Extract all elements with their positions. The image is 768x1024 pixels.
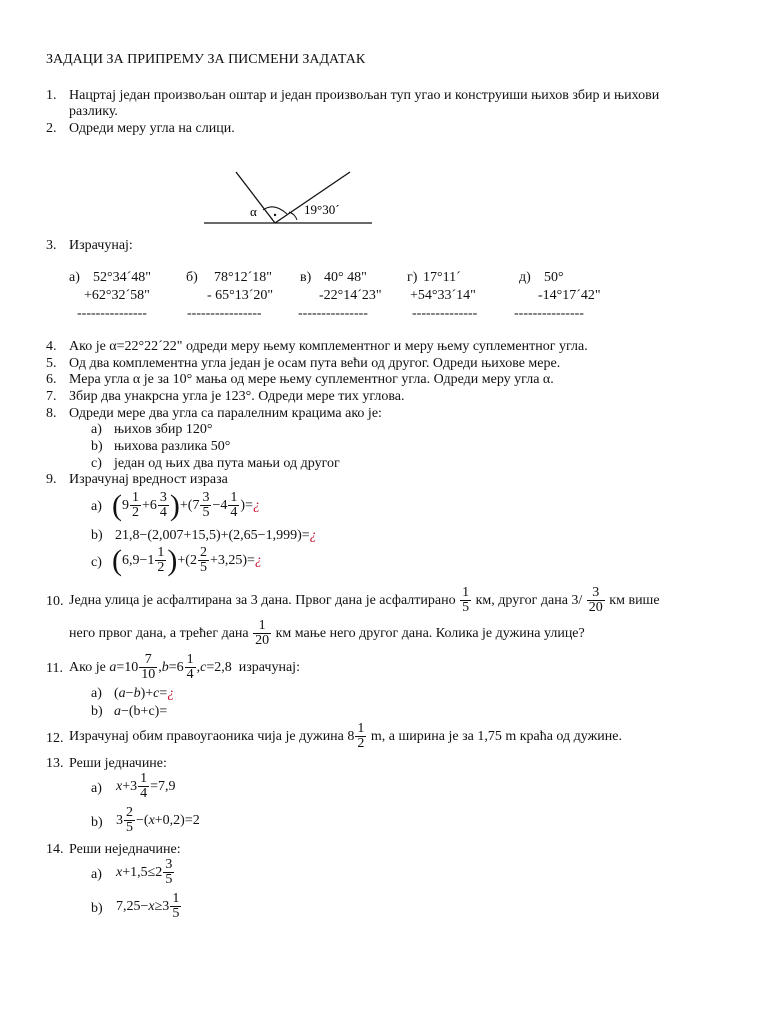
t8-c-label: c) — [91, 456, 102, 471]
task-8-number: 8. — [46, 406, 57, 421]
worksheet-title: ЗАДАЦИ ЗА ПРИПРЕМУ ЗА ПИСМЕНИ ЗАДАТАК — [46, 52, 366, 67]
t3-a-label: а) — [69, 270, 80, 285]
task-14-number: 14. — [46, 842, 64, 857]
t8-a-label: a) — [91, 422, 102, 437]
t9-a-expression: (9 $\frac{1}{2}$ +6 $\frac{3}{4}$ )+(7 $\frac{3}{5}$ −4 $\frac{1}{4}$ )=¿ — [112, 488, 260, 522]
task-13-text: Реши једначине: — [69, 756, 167, 771]
task-11-number: 11. — [46, 661, 63, 676]
task-4-text: Ако је α=22°22´22" одреди меру њему комплементног и меру њему суплементног угла. — [69, 339, 588, 354]
t3-c-bottom: -22°14´23" — [319, 288, 382, 303]
figure-alpha-label: α — [250, 204, 257, 219]
t3-e-rule: --------------- — [514, 306, 584, 321]
task-10-line1: Једна улица је асфалтирана за 3 дана. Првог дана је асфалтирано $\frac{1}{5}$ км, другог дана 3/ $\frac{3}{20}$ км више — [69, 585, 660, 616]
task-1-text-line1: Нацртај један произвољан оштар и један произвољан туп угао и конструиши њихов збир и њихови — [69, 88, 660, 103]
t3-a-rule: --------------- — [77, 306, 147, 321]
task-1-number: 1. — [46, 88, 57, 103]
t13-b-label: b) — [91, 815, 103, 830]
task-12-number: 12. — [46, 731, 64, 746]
task-1-text-line2: разлику. — [69, 104, 118, 119]
t9-c-label: c) — [91, 555, 102, 570]
t14-b-expression: 7,25−x≥3 $\frac{1}{5}$ — [116, 891, 180, 922]
angle-figure — [200, 148, 375, 238]
t9-c-expression: (6,9−1 $\frac{1}{2}$ )+(2 $\frac{2}{5}$ +3,25)=¿ — [112, 543, 262, 577]
t9-a-label: a) — [91, 499, 102, 514]
figure-angle-label: 19°30´ — [304, 202, 340, 217]
t3-c-rule: --------------- — [298, 306, 368, 321]
t3-e-bottom: -14°17´42" — [538, 288, 601, 303]
t14-a-label: a) — [91, 867, 102, 882]
task-2-number: 2. — [46, 121, 57, 136]
t3-c-label: в) — [300, 270, 312, 285]
t13-a-label: a) — [91, 781, 102, 796]
task-10-number: 10. — [46, 594, 64, 609]
t3-b-bottom: - 65°13´20" — [207, 288, 274, 303]
task-7-number: 7. — [46, 389, 57, 404]
t13-b-expression: 3 $\frac{2}{5}$ −(x+0,2)=2 — [116, 805, 200, 836]
task-11-line: Ако је a=10 $\frac{7}{10}$ ,b=6 $\frac{1}{4}$ ,c=2,8 израчунај: — [69, 652, 300, 683]
t3-d-top: 17°11´ — [423, 270, 461, 285]
task-3-text: Израчунај: — [69, 238, 133, 253]
task-13-number: 13. — [46, 756, 64, 771]
task-9-number: 9. — [46, 472, 57, 487]
task-10-line2: него првог дана, а трећег дана $\frac{1}{20}$ км мање него другог дана. Колика је дужина улице? — [69, 618, 585, 649]
t3-c-top: 40° 48" — [324, 270, 367, 285]
task-12-line: Израчунај обим правоугаоника чија је дужина 8 $\frac{1}{2}$ m, а ширина је за 1,75 m краћа од дужине. — [69, 721, 622, 752]
t13-a-expression: x+3 $\frac{1}{4}$ =7,9 — [116, 771, 176, 802]
t3-b-top: 78°12´18" — [214, 270, 272, 285]
t3-d-label: г) — [407, 270, 418, 285]
task-3-number: 3. — [46, 238, 57, 253]
t3-a-top: 52°34´48" — [93, 270, 151, 285]
task-5-number: 5. — [46, 356, 57, 371]
task-9-text: Израчунај вредност израза — [69, 472, 228, 487]
task-8-text: Одреди мере два угла са паралелним крацима ако је: — [69, 406, 382, 421]
t8-a-text: њихов збир 120° — [114, 422, 213, 437]
task-5-text: Од два комплементна угла један је осам пута већи од другог. Одреди њихове мере. — [69, 356, 561, 371]
t3-e-label: д) — [519, 270, 531, 285]
figure-angle-dot — [274, 214, 276, 216]
t14-b-label: b) — [91, 901, 103, 916]
t11-a-label: a) — [91, 686, 102, 701]
t3-a-bottom: +62°32´58" — [84, 288, 150, 303]
task-4-number: 4. — [46, 339, 57, 354]
t3-b-rule: ---------------- — [187, 306, 262, 321]
t3-b-label: б) — [186, 270, 198, 285]
t14-a-expression: x+1,5≤2 $\frac{3}{5}$ — [116, 857, 173, 888]
task-7-text: Збир два унакрсна угла је 123°. Одреди мере тих углова. — [69, 389, 405, 404]
t9-b-label: b) — [91, 528, 103, 543]
t9-b-expression: 21,8−(2,007+15,5)+(2,65−1,999)=¿ — [115, 528, 317, 543]
t8-c-text: један од њих два пута мањи од другог — [114, 456, 340, 471]
t3-d-bottom: +54°33´14" — [410, 288, 476, 303]
t11-b-label: b) — [91, 704, 103, 719]
t9-a-qmark: ¿ — [252, 498, 260, 513]
t8-b-text: њихова разлика 50° — [114, 439, 231, 454]
task-6-number: 6. — [46, 372, 57, 387]
task-6-text: Мера угла α је за 10° мања од мере њему суплементног угла. Одреди меру угла α. — [69, 372, 554, 387]
t11-a-expression: (a−b)+c=¿ — [114, 686, 175, 701]
task-2-text: Одреди меру угла на слици. — [69, 121, 235, 136]
task-14-text: Реши неједначине: — [69, 842, 181, 857]
t11-b-expression: a−(b+c)= — [114, 704, 168, 719]
t3-d-rule: -------------- — [412, 306, 478, 321]
t3-e-top: 50° — [544, 270, 564, 285]
t8-b-label: b) — [91, 439, 103, 454]
